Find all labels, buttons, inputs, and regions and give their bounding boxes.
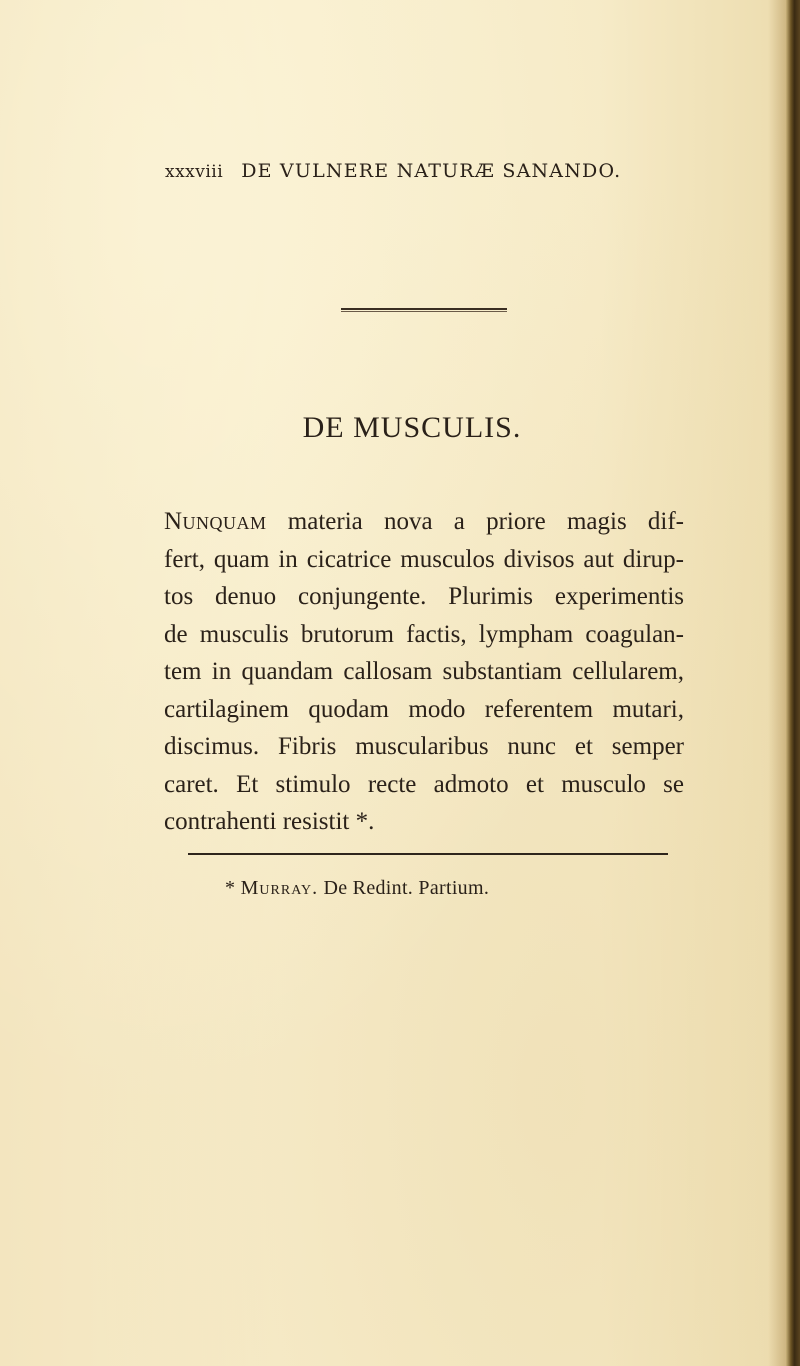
footnote-mark: * xyxy=(225,877,236,899)
paragraph-line-1-rest: materia nova a priore magis dif- xyxy=(287,508,684,535)
paragraph-line-2: fert, quam in cicatrice musculos divisos aut dirup- xyxy=(164,545,684,573)
body-paragraph xyxy=(164,503,684,841)
running-head-title: DE VULNERE NATURÆ SANANDO. xyxy=(241,160,622,182)
paragraph-line-1 xyxy=(164,503,684,541)
section-title: DE MUSCULIS. xyxy=(302,411,522,444)
footnote-rule xyxy=(188,853,668,855)
footnote-author: Murray. xyxy=(240,877,319,899)
paragraph-line-9: contrahenti resistit *. xyxy=(164,808,375,835)
paragraph-line-3: tos denuo conjungente. Plurimis experimentis xyxy=(164,583,684,610)
page-edge-shadow xyxy=(768,0,786,1366)
paragraph-lead-word: Nunquam xyxy=(164,508,267,535)
paragraph-line-7: discimus. Fibris muscularibus nunc et semper xyxy=(164,733,684,760)
page-number: xxxviii xyxy=(165,162,224,182)
footnote-work: De Redint. Partium. xyxy=(323,877,490,899)
paragraph-line-5: tem in quandam callosam substantiam cellularem, xyxy=(164,658,684,685)
book-edge xyxy=(786,0,800,1366)
paragraph-line-6: cartilaginem quodam modo referentem mutari, xyxy=(164,695,684,723)
paragraph-line-4: de musculis brutorum factis, lympham coagulan- xyxy=(164,620,684,648)
paragraph-line-8: caret. Et stimulo recte admoto et musculo se xyxy=(164,770,684,798)
running-head xyxy=(165,160,665,182)
footnote xyxy=(225,877,489,900)
section-ornament-rule xyxy=(341,308,507,312)
